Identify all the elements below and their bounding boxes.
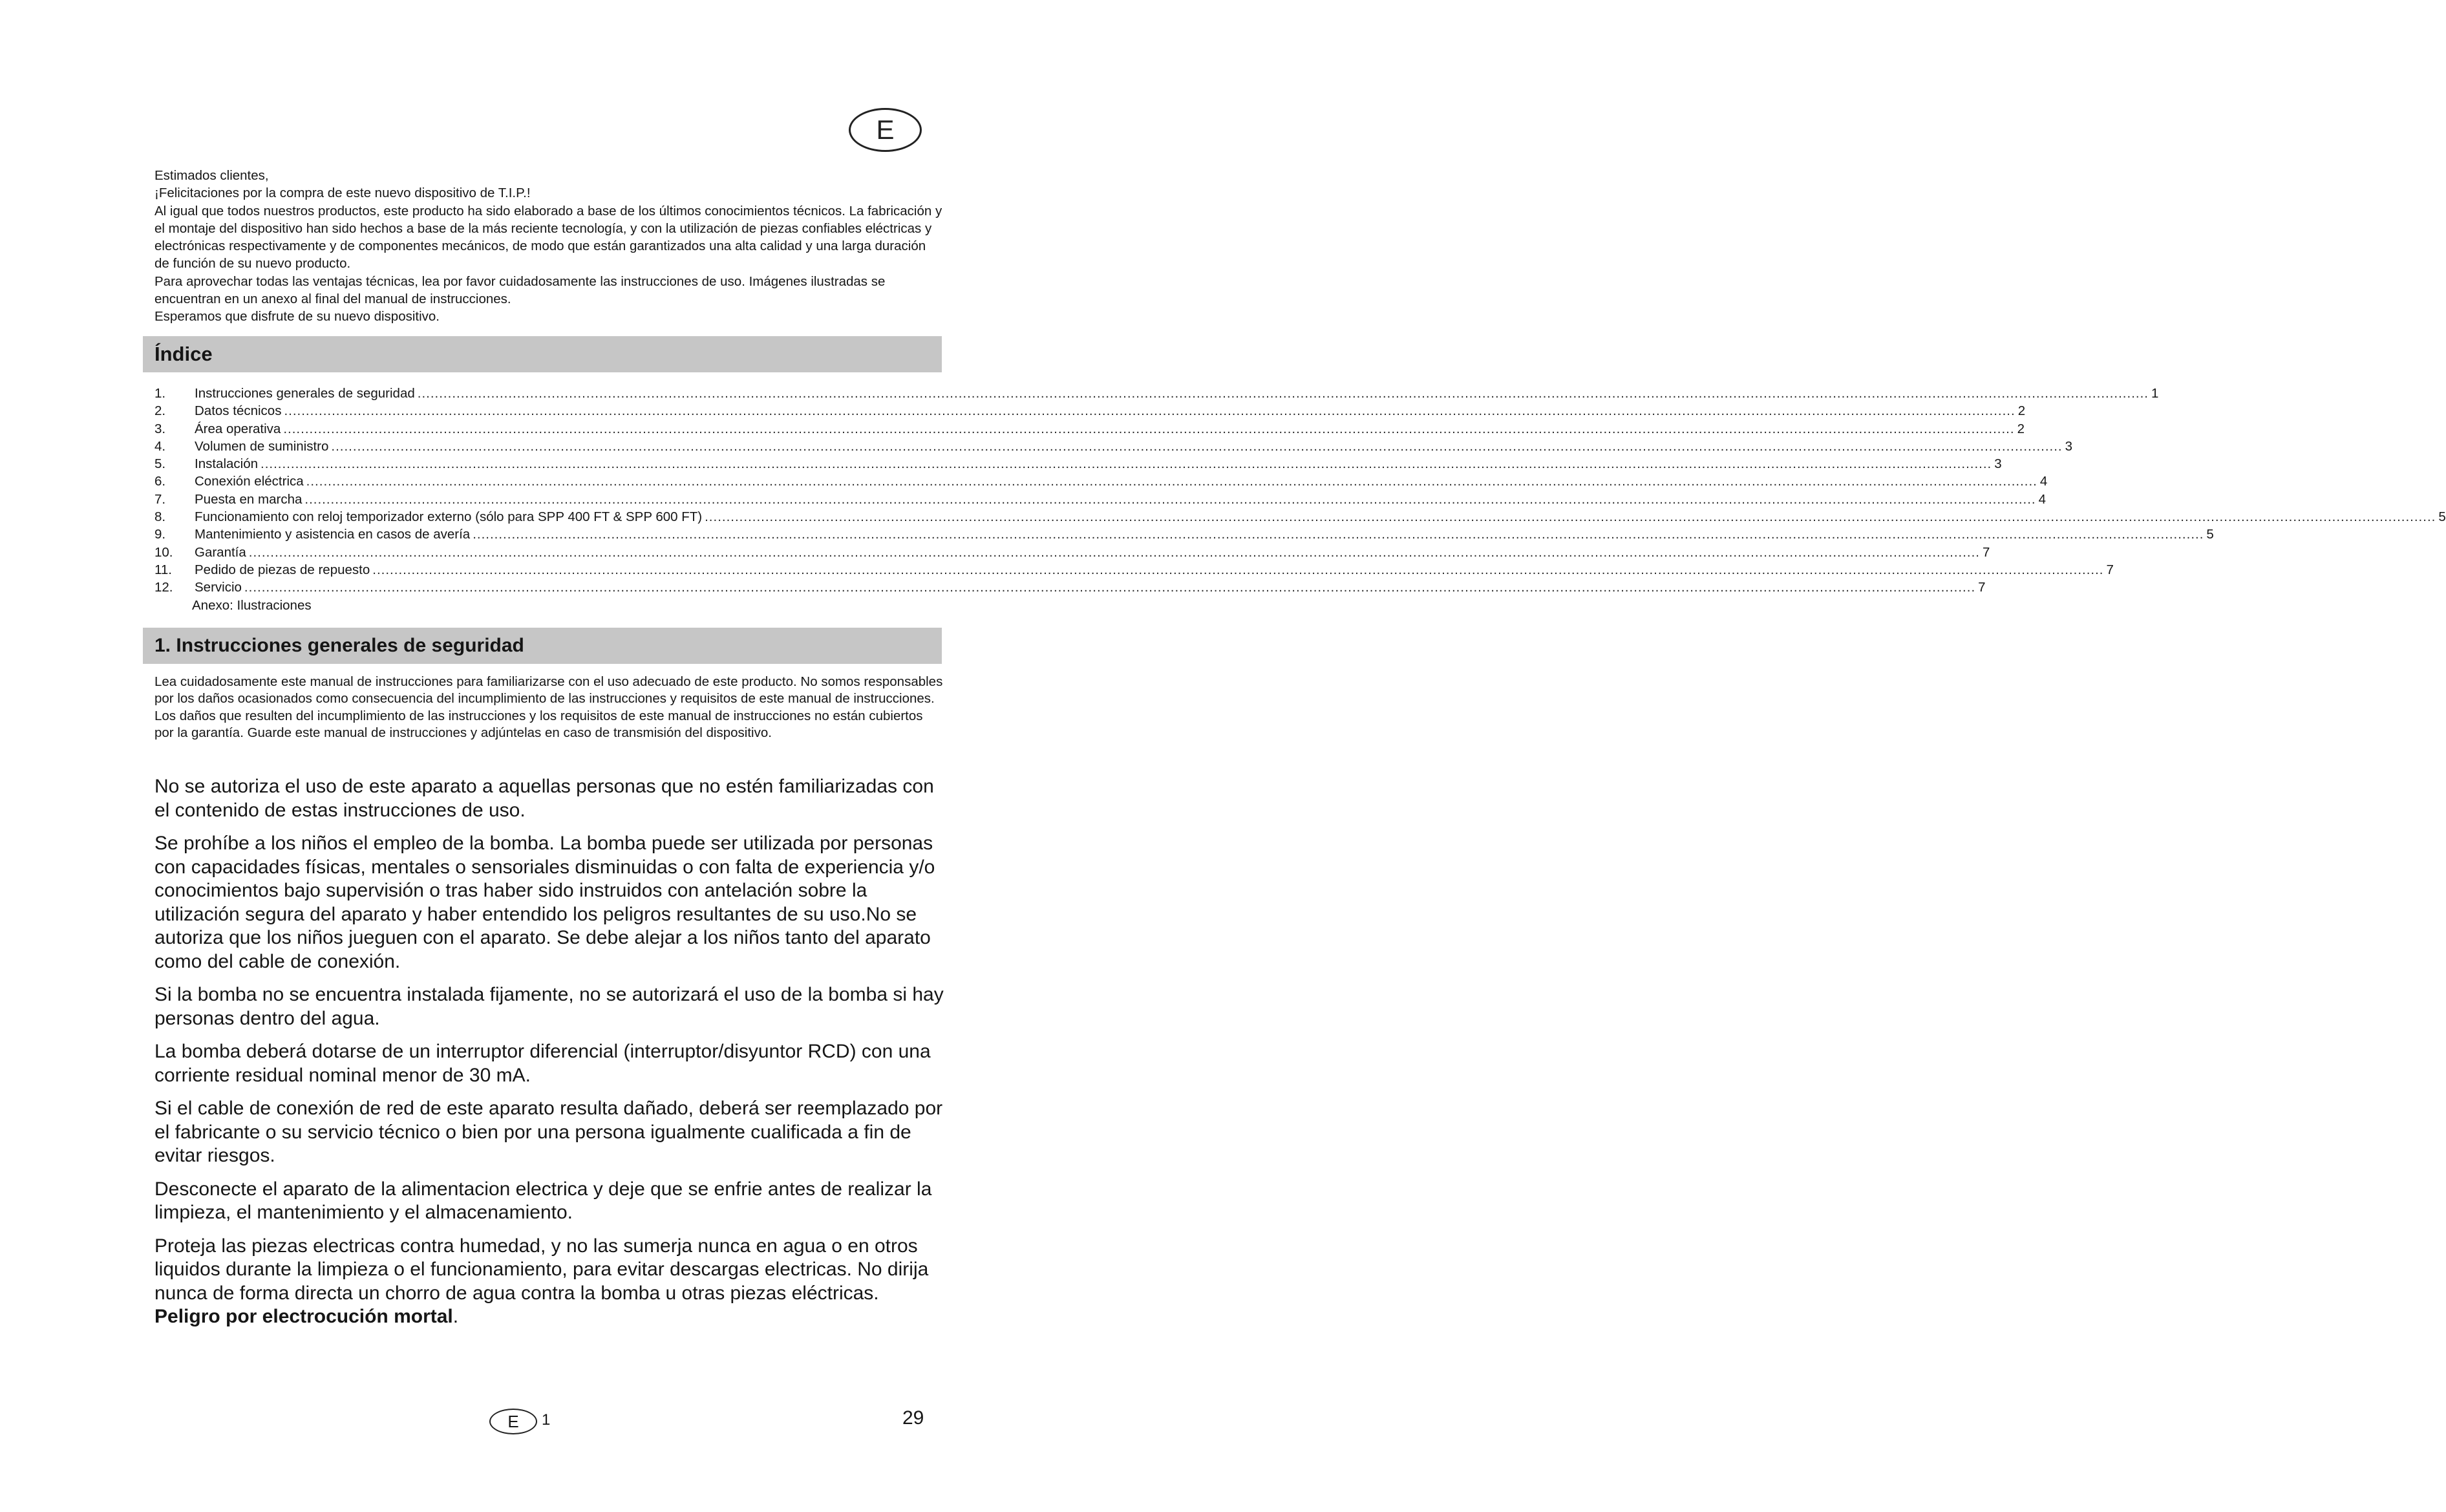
- toc-item-number: 12.: [154, 580, 173, 595]
- intro-congrats: ¡Felicitaciones por la compra de este nuevo dispositivo de T.I.P.!: [154, 186, 531, 201]
- toc-item[interactable]: [154, 455, 2002, 473]
- footer-section-page: 1: [542, 1411, 551, 1429]
- safety-last-end: .: [452, 1306, 459, 1327]
- toc-item-number: 10.: [154, 544, 173, 560]
- toc-item-title: Garantía: [195, 544, 246, 560]
- toc-item-title: Conexión eléctrica: [195, 474, 304, 489]
- intro-product-info: Al igual que todos nuestros productos, este producto ha sido elaborado a base de los últimos conocimientos técnicos. La fabricación y el montaje del dispositivo han sido hechos a base de la más reciente tecnología, y con la utilización de piezas confiables eléctricas y electrónicas respectivamente y de componentes mecánicos, de modo que están garantizados una alta calidad y una larga duración de función de su nuevo producto.: [154, 203, 942, 272]
- toc-item-number: 8.: [154, 509, 166, 525]
- toc-item-title: Área operativa: [195, 421, 281, 436]
- toc-item-number: 5.: [154, 456, 166, 472]
- toc-item-title: Funcionamiento con reloj temporizador externo (sólo para SPP 400 FT & SPP 600 FT): [195, 509, 703, 525]
- toc-item[interactable]: [154, 473, 2048, 490]
- toc-item-number: 1.: [154, 386, 166, 401]
- toc-item-number: 4.: [154, 438, 166, 454]
- toc-leader-dots: ................................................................................................................................................................................................................................................................................................................................................................................................................: [283, 421, 2015, 436]
- intro-greeting: Estimados clientes,: [154, 168, 269, 183]
- safety-paragraph-last: [154, 1235, 946, 1329]
- toc-item-title: Instalación: [195, 456, 259, 472]
- toc-item-page: 4: [2038, 491, 2047, 507]
- toc-item-title: Volumen de suministro: [195, 438, 329, 454]
- toc-item-title: Pedido de piezas de repuesto: [195, 562, 370, 577]
- toc-item[interactable]: [154, 526, 2214, 543]
- toc-item[interactable]: [154, 402, 2026, 420]
- toc-leader-dots: ................................................................................................................................................................................................................................................................................................................................................................................................................: [417, 386, 2149, 401]
- safety-paragraph: No se autoriza el uso de este aparato a aquellas personas que no estén familiarizadas con el contenido de estas instrucciones de uso.: [154, 776, 934, 821]
- toc-annex: Anexo: Ilustraciones: [192, 597, 312, 613]
- safety-paragraph: La bomba deberá dotarse de un interruptor diferencial (interruptor/disyuntor RCD) con una corriente residual nominal menor de 30 mA.: [154, 1041, 931, 1086]
- danger-warning: Peligro por electrocución mortal: [154, 1306, 453, 1327]
- toc-item-title: Servicio: [195, 580, 242, 595]
- intro-instructions-hint: Para aprovechar todas las ventajas técnicas, lea por favor cuidadosamente las instrucciones de uso. Imágenes ilustradas se encuentran en un anexo al final del manual de instrucciones.: [154, 273, 886, 307]
- footer-language-badge: E: [489, 1409, 537, 1434]
- toc-leader-dots: ................................................................................................................................................................................................................................................................................................................................................................................................................: [372, 562, 2104, 577]
- toc-item[interactable]: [154, 508, 2446, 526]
- toc-item-title: Puesta en marcha: [195, 491, 303, 507]
- safety-paragraph: Si el cable de conexión de red de este aparato resulta dañado, deberá ser reemplazado por el fabricante o su servicio técnico o bien por una persona igualmente cualificada a fin de evitar riesgos.: [154, 1098, 943, 1166]
- toc-item[interactable]: [154, 544, 1990, 561]
- page-number: 29: [902, 1407, 924, 1429]
- toc-item-number: 7.: [154, 491, 166, 507]
- toc-item-number: 11.: [154, 562, 172, 577]
- toc-item-title: Instrucciones generales de seguridad: [195, 386, 415, 401]
- toc-item[interactable]: [154, 561, 2114, 579]
- toc-item-page: 2: [2017, 421, 2025, 436]
- toc-item-number: 2.: [154, 403, 166, 419]
- safety-paragraph: Desconecte el aparato de la alimentacion electrica y deje que se enfrie antes de realizar la limpieza, el mantenimiento y el almacenamiento.: [154, 1178, 932, 1223]
- toc-leader-dots: ................................................................................................................................................................................................................................................................................................................................................................................................................: [473, 527, 2204, 542]
- toc-leader-dots: ................................................................................................................................................................................................................................................................................................................................................................................................................: [261, 456, 1992, 472]
- intro-closing: Esperamos que disfrute de su nuevo dispositivo.: [154, 309, 440, 325]
- toc-leader-dots: ................................................................................................................................................................................................................................................................................................................................................................................................................: [306, 474, 2037, 489]
- toc-item[interactable]: [154, 420, 2025, 438]
- toc-leader-dots: ................................................................................................................................................................................................................................................................................................................................................................................................................: [284, 403, 2015, 419]
- toc-item-page: 2: [2017, 403, 2026, 419]
- toc-item[interactable]: [154, 491, 2047, 508]
- toc-leader-dots: ................................................................................................................................................................................................................................................................................................................................................................................................................: [705, 509, 2436, 525]
- toc-item-page: 3: [2065, 438, 2073, 454]
- toc-item-number: 9.: [154, 527, 166, 542]
- toc-item-title: Mantenimiento y asistencia en casos de avería: [195, 527, 471, 542]
- toc-leader-dots: ................................................................................................................................................................................................................................................................................................................................................................................................................: [248, 544, 1981, 560]
- toc-item-page: 7: [1983, 544, 1990, 560]
- section1-intro-text: Lea cuidadosamente este manual de instrucciones para familiarizarse con el uso adecuado de este producto. No somos responsables por los daños ocasionados como consecuencia del incumplimiento de las instrucciones y requisitos de este manual de instrucciones. Los daños que resulten del incumplimiento de las instrucciones y los requisitos de este manual de instrucciones no están cubiertos por la garantía. Guarde este manual de instrucciones y adjúntelas en caso de transmisión del dispositivo.: [154, 674, 943, 741]
- toc-item-page: 5: [2438, 509, 2446, 525]
- intro-text: [154, 167, 943, 326]
- safety-last-text: Proteja las piezas electricas contra humedad, y no las sumerja nunca en agua o en otros liquidos durante la limpieza o el funcionamiento, para evitar descargas electricas. No dirija nunca de forma directa un chorro de agua contra la bomba u otras piezas eléctricas.: [154, 1235, 929, 1304]
- section1-heading: 1. Instrucciones generales de seguridad: [143, 628, 942, 664]
- toc-item-page: 7: [2106, 562, 2114, 577]
- toc-item[interactable]: [154, 579, 1986, 596]
- toc-leader-dots: ................................................................................................................................................................................................................................................................................................................................................................................................................: [304, 491, 2036, 507]
- index-heading: Índice: [143, 336, 942, 372]
- toc-item-page: 3: [1994, 456, 2002, 472]
- safety-instructions: [154, 775, 946, 1339]
- language-badge: E: [849, 108, 922, 152]
- toc-item-page: 1: [2151, 386, 2159, 401]
- toc-item-number: 6.: [154, 474, 166, 489]
- table-of-contents: [154, 385, 2446, 614]
- toc-leader-dots: ................................................................................................................................................................................................................................................................................................................................................................................................................: [244, 580, 1976, 595]
- safety-paragraph: Se prohíbe a los niños el empleo de la bomba. La bomba puede ser utilizada por personas con capacidades físicas, mentales o sensoriales disminuidas o con falta de experiencia y/o conocimientos bajo supervisión o tras haber sido instruidos con antelación sobre la utilización segura del aparato y haber entendido los peligros resultantes de su uso.No se autoriza que los niños jueguen con el aparato. Se debe alejar a los niños tanto del aparato como del cable de conexión.: [154, 833, 935, 972]
- safety-paragraph: Si la bomba no se encuentra instalada fijamente, no se autorizará el uso de la bomba si hay personas dentro del agua.: [154, 984, 944, 1029]
- toc-item-page: 4: [2039, 474, 2048, 489]
- toc-item-page: 7: [1978, 580, 1986, 595]
- toc-item-page: 5: [2206, 527, 2214, 542]
- section1-intro: [154, 674, 943, 742]
- toc-leader-dots: ................................................................................................................................................................................................................................................................................................................................................................................................................: [331, 438, 2063, 454]
- toc-item[interactable]: [154, 438, 2073, 455]
- toc-item-title: Datos técnicos: [195, 403, 282, 419]
- toc-item-number: 3.: [154, 421, 166, 436]
- toc-item[interactable]: [154, 385, 2159, 402]
